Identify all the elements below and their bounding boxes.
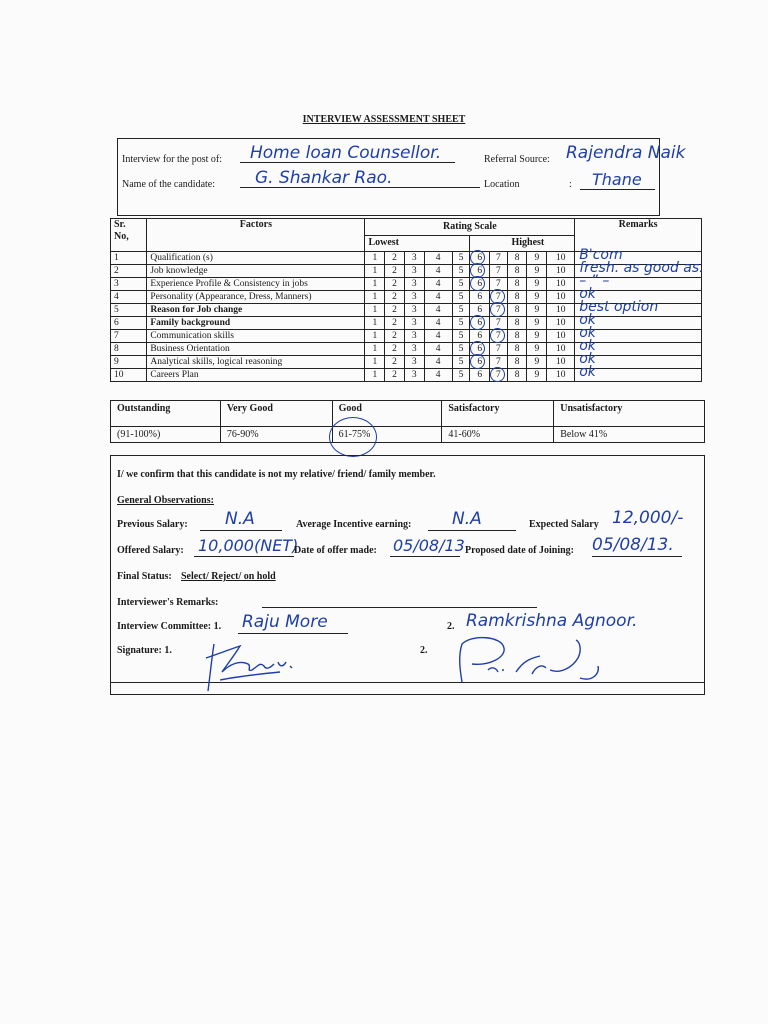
post-value: Home loan Counsellor.	[250, 143, 442, 163]
scale-cell: 8	[507, 343, 527, 356]
scale-cell: 4	[424, 369, 452, 382]
scale-cell: 2	[385, 369, 405, 382]
scale-cell: 4	[424, 304, 452, 317]
row-factor: Careers Plan	[147, 369, 365, 382]
incentive-underline	[428, 530, 516, 531]
lowest-header: Lowest	[365, 235, 470, 252]
scale-cell: 2	[385, 278, 405, 291]
joining-label: Proposed date of Joining:	[465, 545, 574, 556]
no-header: No,	[114, 231, 129, 242]
signature-2-image	[432, 630, 612, 695]
scale-cell: 4	[424, 356, 452, 369]
scale-cell: 3	[404, 304, 424, 317]
expected-salary-value: 12,000/-	[612, 508, 684, 528]
scale-cell: 2	[385, 304, 405, 317]
scale-cell: 6	[470, 304, 490, 317]
previous-salary-underline	[200, 530, 282, 531]
referral-value: Rajendra Naik	[566, 143, 686, 163]
scale-cell: 3	[404, 356, 424, 369]
scale-cell: 8	[507, 330, 527, 343]
scale-cell: 3	[404, 343, 424, 356]
row-factor: Business Orientation	[147, 343, 365, 356]
post-underline	[240, 162, 455, 163]
scale-cell: 1	[365, 265, 385, 278]
joining-value: 05/08/13.	[592, 535, 674, 555]
row-remark: ok	[579, 286, 596, 302]
final-status-label: Final Status:	[117, 571, 172, 582]
factors-header: Factors	[147, 219, 365, 252]
scale-cell: 5	[452, 330, 470, 343]
signature-2-number: 2.	[420, 645, 428, 656]
grade-header: Unsatisfactory	[554, 401, 705, 427]
rating-table	[110, 218, 702, 382]
row-sr-number: 9	[111, 356, 147, 369]
scale-cell: 1	[365, 252, 385, 265]
row-sr-number: 7	[111, 330, 147, 343]
candidate-label: Name of the candidate:	[122, 179, 216, 190]
row-factor: Job knowledge	[147, 265, 365, 278]
scale-cell: 2	[385, 356, 405, 369]
rating-row	[111, 343, 702, 356]
offer-date-value: 05/08/13	[393, 536, 465, 555]
scale-cell: 9	[527, 356, 547, 369]
scale-cell: 5	[452, 291, 470, 304]
row-sr-number: 2	[111, 265, 147, 278]
scale-cell: 5	[452, 304, 470, 317]
committee-member-1: Raju More	[242, 612, 328, 632]
row-remark: ok	[579, 312, 596, 328]
scale-cell: 1	[365, 304, 385, 317]
row-sr-number: 8	[111, 343, 147, 356]
grade-range: 76-90%	[220, 427, 332, 443]
scale-cell-selected: 7	[490, 330, 508, 343]
scale-cell: 7	[490, 317, 508, 330]
page-title: INTERVIEW ASSESSMENT SHEET	[302, 114, 466, 125]
scale-cell: 1	[365, 291, 385, 304]
candidate-underline	[240, 187, 480, 188]
committee-member-2: Ramkrishna Agnoor.	[466, 611, 638, 631]
scale-cell: 4	[424, 330, 452, 343]
expected-salary-label: Expected Salary	[529, 519, 599, 530]
interviewer-remarks-underline	[262, 607, 537, 608]
scale-cell: 9	[527, 317, 547, 330]
scale-cell: 10	[547, 317, 575, 330]
location-value: Thane	[592, 170, 642, 189]
previous-salary-value: N.A	[225, 509, 255, 529]
scale-cell-selected: 6	[470, 356, 490, 369]
scale-cell-selected: 7	[490, 304, 508, 317]
row-remark: ok	[579, 364, 596, 380]
grade-header: Outstanding	[111, 401, 221, 427]
scale-cell: 5	[452, 278, 470, 291]
scale-cell: 3	[404, 369, 424, 382]
scale-cell: 9	[527, 265, 547, 278]
scale-cell: 8	[507, 252, 527, 265]
scale-cell: 3	[404, 252, 424, 265]
signature-1-image	[200, 636, 310, 701]
scale-cell: 8	[507, 304, 527, 317]
grade-table	[110, 400, 705, 443]
scale-cell: 2	[385, 265, 405, 278]
scale-cell: 9	[527, 291, 547, 304]
incentive-value: N.A	[452, 509, 482, 529]
row-remark-cell	[575, 364, 702, 382]
rating-row	[111, 330, 702, 343]
scale-cell: 4	[424, 343, 452, 356]
committee-2-number: 2.	[447, 621, 455, 632]
scale-cell: 2	[385, 252, 405, 265]
scale-cell: 10	[547, 252, 575, 265]
final-status-value: Select/ Reject/ on hold	[181, 571, 276, 582]
scale-cell: 10	[547, 291, 575, 304]
scale-cell: 9	[527, 252, 547, 265]
scale-cell: 6	[470, 369, 490, 382]
scale-cell: 2	[385, 317, 405, 330]
row-sr-number: 3	[111, 278, 147, 291]
scale-cell: 7	[490, 356, 508, 369]
scale-cell-selected: 6	[470, 252, 490, 265]
scale-cell: 10	[547, 369, 575, 382]
scale-cell: 1	[365, 356, 385, 369]
scale-cell: 8	[507, 356, 527, 369]
scale-cell: 9	[527, 304, 547, 317]
scale-cell: 5	[452, 317, 470, 330]
scale-cell: 8	[507, 291, 527, 304]
scale-cell: 10	[547, 356, 575, 369]
scale-cell: 7	[490, 278, 508, 291]
scale-cell: 1	[365, 343, 385, 356]
scale-cell: 2	[385, 343, 405, 356]
row-sr-number: 10	[111, 369, 147, 382]
post-label: Interview for the post of:	[122, 154, 222, 165]
scale-cell-selected: 7	[490, 369, 508, 382]
row-remark: ok	[579, 325, 596, 341]
scale-cell: 1	[365, 317, 385, 330]
grade-range: 41-60%	[442, 427, 554, 443]
grade-range: (91-100%)	[111, 427, 221, 443]
row-remark: best option	[579, 299, 659, 315]
scale-cell: 8	[507, 278, 527, 291]
row-sr-number: 6	[111, 317, 147, 330]
row-sr-number: 4	[111, 291, 147, 304]
scale-cell: 10	[547, 343, 575, 356]
rating-row	[111, 304, 702, 317]
scale-cell: 7	[490, 252, 508, 265]
scale-cell: 3	[404, 265, 424, 278]
scale-cell-selected: 6	[470, 265, 490, 278]
grade-header: Very Good	[220, 401, 332, 427]
scale-cell-selected: 6	[470, 317, 490, 330]
joining-underline	[592, 556, 682, 557]
offered-salary-underline	[194, 556, 294, 557]
committee-1-underline	[238, 633, 348, 634]
offer-date-underline	[390, 556, 460, 557]
row-sr-number: 1	[111, 252, 147, 265]
scale-cell: 4	[424, 291, 452, 304]
row-factor: Analytical skills, logical reasoning	[147, 356, 365, 369]
scale-cell: 2	[385, 291, 405, 304]
remarks-header: Remarks	[575, 219, 702, 252]
offered-salary-label: Offered Salary:	[117, 545, 184, 556]
location-underline	[580, 189, 655, 190]
scale-cell-selected: 6	[470, 343, 490, 356]
location-colon: :	[569, 179, 572, 190]
previous-salary-label: Previous Salary:	[117, 519, 188, 530]
grade-range: 61-75%	[332, 427, 442, 443]
interviewer-remarks-label: Interviewer's Remarks:	[117, 597, 219, 608]
grade-range: Below 41%	[554, 427, 705, 443]
scale-cell: 10	[547, 330, 575, 343]
rating-row	[111, 278, 702, 291]
scale-cell-selected: 7	[490, 291, 508, 304]
scale-cell: 9	[527, 343, 547, 356]
committee-label: Interview Committee: 1.	[117, 621, 222, 632]
row-remark: fresh. as good as.	[579, 260, 704, 276]
row-remark: B'com	[579, 247, 623, 263]
row-factor: Experience Profile & Consistency in jobs	[147, 278, 365, 291]
rating-row	[111, 356, 702, 369]
scale-cell: 10	[547, 304, 575, 317]
scale-cell: 6	[470, 291, 490, 304]
scale-cell: 9	[527, 278, 547, 291]
scale-cell: 4	[424, 317, 452, 330]
row-remark: ok	[579, 351, 596, 367]
grade-header: Good	[332, 401, 442, 427]
good-circle-mark	[329, 417, 377, 457]
grade-header: Satisfactory	[442, 401, 554, 427]
row-sr-number: 5	[111, 304, 147, 317]
scale-cell: 3	[404, 291, 424, 304]
scale-cell: 7	[490, 265, 508, 278]
referral-label: Referral Source:	[484, 154, 550, 165]
scale-cell: 5	[452, 356, 470, 369]
scale-cell: 7	[490, 343, 508, 356]
location-label: Location	[484, 179, 520, 190]
scale-cell: 4	[424, 278, 452, 291]
signature-label: Signature: 1.	[117, 645, 172, 656]
scale-cell: 10	[547, 265, 575, 278]
scale-cell: 3	[404, 278, 424, 291]
offered-salary-value: 10,000(NET)	[198, 536, 299, 555]
candidate-value: G. Shankar Rao.	[255, 168, 393, 188]
scale-cell: 8	[507, 369, 527, 382]
general-observations: General Observations:	[117, 495, 214, 506]
scale-cell: 2	[385, 330, 405, 343]
confirmation-text: I/ we confirm that this candidate is not my relative/ friend/ family member.	[117, 469, 436, 480]
scale-cell: 8	[507, 317, 527, 330]
row-factor: Communication skills	[147, 330, 365, 343]
scale-cell: 3	[404, 330, 424, 343]
scale-cell-selected: 6	[470, 278, 490, 291]
scale-cell: 5	[452, 265, 470, 278]
scale-cell: 10	[547, 278, 575, 291]
scale-cell: 4	[424, 252, 452, 265]
scale-cell: 3	[404, 317, 424, 330]
rating-row	[111, 369, 702, 382]
row-remark: ok	[579, 338, 596, 354]
incentive-label: Average Incentive earning:	[296, 519, 412, 530]
row-factor: Reason for Job change	[147, 304, 365, 317]
scale-cell: 1	[365, 278, 385, 291]
scale-cell: 5	[452, 343, 470, 356]
highest-header: Highest	[470, 235, 575, 252]
offer-date-label: Date of offer made:	[294, 545, 377, 556]
scale-cell: 5	[452, 369, 470, 382]
row-factor: Personality (Appearance, Dress, Manners)	[147, 291, 365, 304]
row-remark: – ” –	[579, 273, 610, 289]
scale-cell: 4	[424, 265, 452, 278]
scale-cell: 1	[365, 369, 385, 382]
scale-cell: 9	[527, 330, 547, 343]
rating-scale-header: Rating Scale	[365, 219, 575, 236]
scale-cell: 5	[452, 252, 470, 265]
rating-row	[111, 265, 702, 278]
scale-cell: 8	[507, 265, 527, 278]
row-factor: Qualification (s)	[147, 252, 365, 265]
row-factor: Family background	[147, 317, 365, 330]
scale-cell: 9	[527, 369, 547, 382]
scale-cell: 1	[365, 330, 385, 343]
sr-header: Sr.	[114, 219, 126, 230]
rating-row	[111, 317, 702, 330]
scale-cell: 6	[470, 330, 490, 343]
